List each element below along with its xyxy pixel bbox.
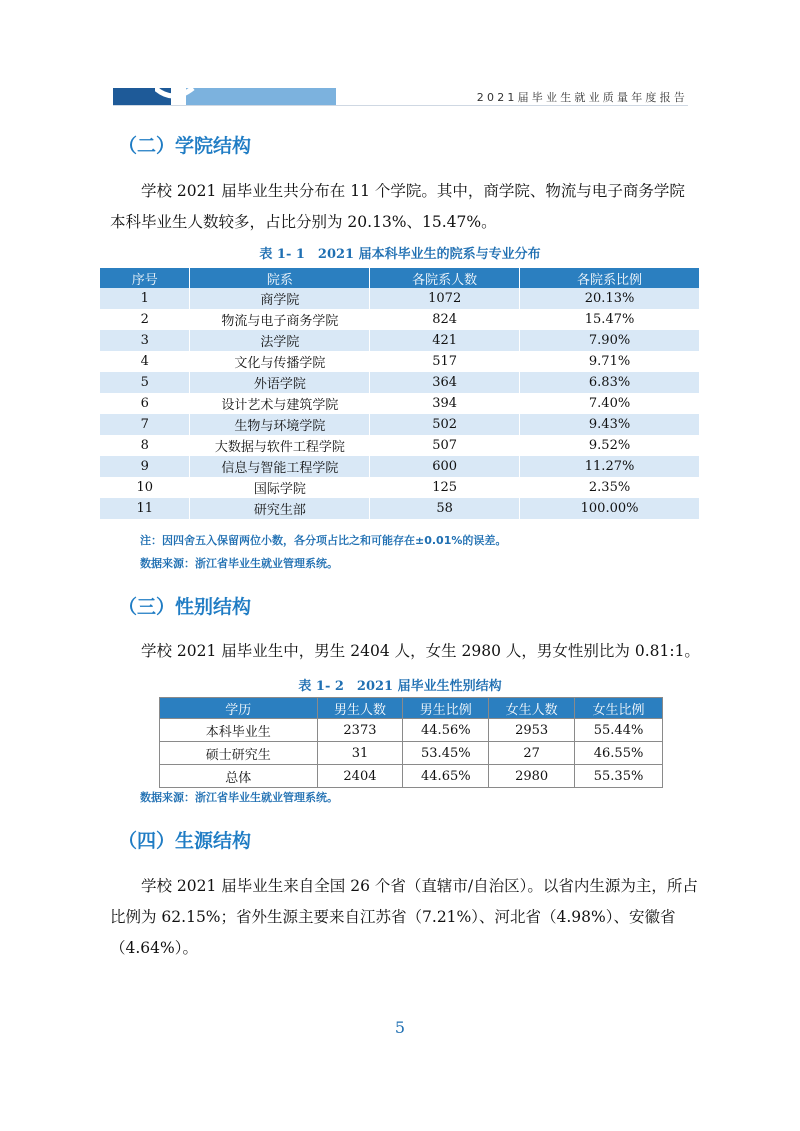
- table-cell: 10: [100, 477, 190, 498]
- column-header: 各院系比例: [520, 268, 700, 288]
- table-cell: 法学院: [190, 330, 370, 351]
- table-cell: 9.52%: [520, 435, 700, 456]
- header-band-light: [186, 88, 336, 105]
- table-row: [160, 742, 663, 765]
- table-cell: 大数据与软件工程学院: [190, 435, 370, 456]
- table-cell: 125: [370, 477, 520, 498]
- table-row: [100, 498, 700, 519]
- gender-table: [159, 697, 663, 788]
- table-cell: 600: [370, 456, 520, 477]
- table-cell: 2953: [489, 719, 575, 742]
- table-cell: 物流与电子商务学院: [190, 309, 370, 330]
- report-title: 2021届毕业生就业质量年度报告: [476, 91, 688, 104]
- header-divider: [113, 105, 688, 106]
- table-cell: 总体: [160, 765, 318, 788]
- table1-caption: 表 1- 1 2021 届本科毕业生的院系与专业分布: [259, 247, 541, 262]
- table-row: [100, 372, 700, 393]
- table-cell: 9.71%: [520, 351, 700, 372]
- table-cell: 20.13%: [520, 288, 700, 309]
- section-heading-gender: （三）性别结构: [118, 596, 252, 618]
- table-cell: 本科毕业生: [160, 719, 318, 742]
- table-cell: 44.56%: [403, 719, 489, 742]
- column-header: 男生人数: [317, 698, 403, 719]
- column-header: 男生比例: [403, 698, 489, 719]
- table-cell: 生物与环境学院: [190, 414, 370, 435]
- column-header: 学历: [160, 698, 318, 719]
- table-cell: 46.55%: [575, 742, 663, 765]
- table-row: [100, 414, 700, 435]
- table-cell: 15.47%: [520, 309, 700, 330]
- table-cell: 4: [100, 351, 190, 372]
- section-heading-college: （二）学院结构: [118, 135, 252, 157]
- table-cell: 502: [370, 414, 520, 435]
- table-cell: 7.90%: [520, 330, 700, 351]
- table-cell: 53.45%: [403, 742, 489, 765]
- table-cell: 27: [489, 742, 575, 765]
- table-header-row: [160, 698, 663, 719]
- table-cell: 1: [100, 288, 190, 309]
- column-header: 各院系人数: [370, 268, 520, 288]
- table-cell: 364: [370, 372, 520, 393]
- table-cell: 394: [370, 393, 520, 414]
- table-cell: 2373: [317, 719, 403, 742]
- table-row: [100, 351, 700, 372]
- table-row: [100, 477, 700, 498]
- table-cell: 11.27%: [520, 456, 700, 477]
- section-paragraph-origin: 学校 2021 届毕业生来自全国 26 个省（直辖市/自治区）。以省内生源为主，所占比例为 62.15%；省外生源主要来自江苏省（7.21%）、河北省（4.98%）、安徽省（4.64%）。: [110, 877, 698, 957]
- table1-source: 数据来源：浙江省毕业生就业管理系统。: [140, 557, 338, 570]
- table-cell: 7.40%: [520, 393, 700, 414]
- table-row: [100, 393, 700, 414]
- table-cell: 文化与传播学院: [190, 351, 370, 372]
- table-cell: 58: [370, 498, 520, 519]
- table-row: [100, 435, 700, 456]
- table-row: [160, 765, 663, 788]
- table-cell: 7: [100, 414, 190, 435]
- table-cell: 100.00%: [520, 498, 700, 519]
- table-cell: 外语学院: [190, 372, 370, 393]
- college-table: [100, 268, 700, 519]
- table-cell: 31: [317, 742, 403, 765]
- table-cell: 9: [100, 456, 190, 477]
- table-row: [100, 456, 700, 477]
- section-paragraph-gender: 学校 2021 届毕业生中，男生 2404 人，女生 2980 人，男女性别比为 0.81:1。: [141, 642, 700, 660]
- page-number: 5: [394, 1018, 406, 1037]
- table-cell: 9.43%: [520, 414, 700, 435]
- table-row: [160, 719, 663, 742]
- column-header: 序号: [100, 268, 190, 288]
- table-cell: 421: [370, 330, 520, 351]
- table-cell: 11: [100, 498, 190, 519]
- table-cell: 2: [100, 309, 190, 330]
- column-header: 院系: [190, 268, 370, 288]
- table-cell: 8: [100, 435, 190, 456]
- table-cell: 44.65%: [403, 765, 489, 788]
- table-row: [100, 330, 700, 351]
- table-cell: 2.35%: [520, 477, 700, 498]
- table-cell: 3: [100, 330, 190, 351]
- table-cell: 商学院: [190, 288, 370, 309]
- table2-source: 数据来源：浙江省毕业生就业管理系统。: [140, 791, 338, 804]
- table-cell: 5: [100, 372, 190, 393]
- table-cell: 55.35%: [575, 765, 663, 788]
- table-cell: 1072: [370, 288, 520, 309]
- table-row: [100, 309, 700, 330]
- table-cell: 6.83%: [520, 372, 700, 393]
- table-cell: 824: [370, 309, 520, 330]
- table-cell: 硕士研究生: [160, 742, 318, 765]
- section-heading-origin: （四）生源结构: [118, 830, 252, 852]
- column-header: 女生人数: [489, 698, 575, 719]
- table-row: [100, 288, 700, 309]
- table-cell: 2404: [317, 765, 403, 788]
- table-cell: 国际学院: [190, 477, 370, 498]
- column-header: 女生比例: [575, 698, 663, 719]
- table-cell: 2980: [489, 765, 575, 788]
- table-cell: 6: [100, 393, 190, 414]
- table-cell: 设计艺术与建筑学院: [190, 393, 370, 414]
- section-paragraph-college: 学校 2021 届毕业生共分布在 11 个学院。其中，商学院、物流与电子商务学院本科毕业生人数较多，占比分别为 20.13%、15.47%。: [110, 182, 685, 231]
- table-cell: 研究生部: [190, 498, 370, 519]
- table1-note: 注：因四舍五入保留两位小数，各分项占比之和可能存在±0.01%的误差。: [140, 534, 507, 547]
- table-cell: 信息与智能工程学院: [190, 456, 370, 477]
- table2-caption: 表 1- 2 2021 届毕业生性别结构: [298, 679, 502, 694]
- table-header-row: [100, 268, 700, 288]
- table-cell: 55.44%: [575, 719, 663, 742]
- table-cell: 517: [370, 351, 520, 372]
- table-cell: 507: [370, 435, 520, 456]
